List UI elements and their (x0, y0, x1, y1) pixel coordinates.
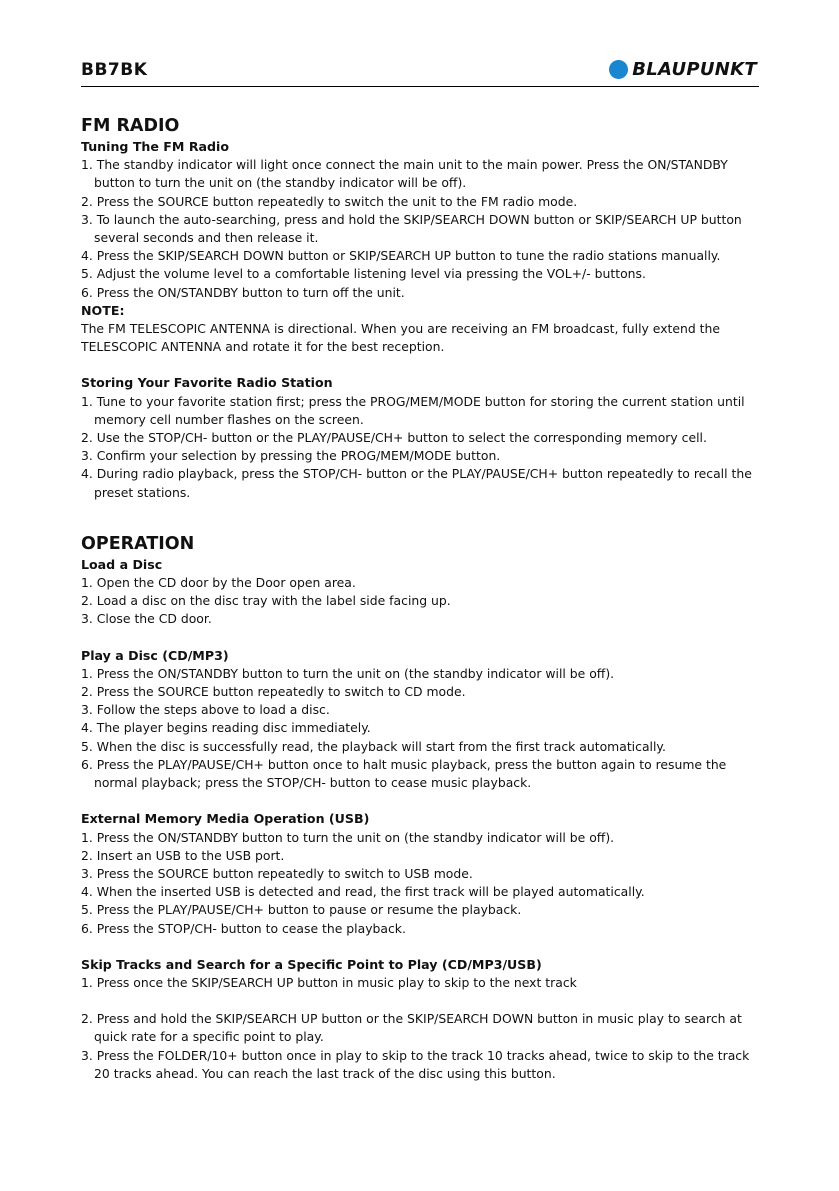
play-disc-steps (81, 665, 765, 792)
list-item: 4. When the inserted USB is detected and read, the first track will be played automatically. (81, 884, 645, 900)
list-item: 2. Use the STOP/CH- button or the PLAY/PAUSE/CH+ button to select the corresponding memory cell. (81, 430, 707, 446)
list-item: 3. Close the CD door. (81, 611, 212, 627)
subheading-storing: Storing Your Favorite Radio Station (81, 375, 333, 391)
note-label: NOTE: (81, 302, 125, 318)
list-item: 1. Press the ON/STANDBY button to turn the unit on (the standby indicator will be off). (81, 665, 615, 681)
section-title-fm-radio: FM RADIO (81, 116, 180, 136)
list-item: 3. Press the FOLDER/10+ button once in play to skip to the track 10 tracks ahead, twice to skip to the track 20 tracks ahead. You can reach the last track of the disc using this button. (81, 1047, 750, 1081)
list-item: 2. Press the SOURCE button repeatedly to switch to CD mode. (81, 684, 466, 700)
subheading-usb: External Memory Media Operation (USB) (81, 811, 370, 827)
list-item: 1. Open the CD door by the Door open area. (81, 575, 356, 591)
model-number: BB7BK (81, 60, 148, 80)
manual-content (81, 114, 765, 1083)
list-item: 1. Press the ON/STANDBY button to turn the unit on (the standby indicator will be off). (81, 829, 615, 845)
skip-steps-continued (81, 1010, 765, 1083)
load-disc-steps (81, 574, 765, 629)
list-item: 1. Tune to your favorite station first; press the PROG/MEM/MODE button for storing the current station until memory cell number flashes on the screen. (81, 393, 745, 427)
list-item: 3. Follow the steps above to load a disc. (81, 702, 330, 718)
list-item: 5. When the disc is successfully read, the playback will start from the first track automatically. (81, 738, 666, 754)
list-item: 1. Press once the SKIP/SEARCH UP button in music play to skip to the next track (81, 974, 577, 990)
list-item: 2. Load a disc on the disc tray with the label side facing up. (81, 593, 451, 609)
brand-name: BLAUPUNKT (632, 59, 757, 80)
list-item: 1. The standby indicator will light once connect the main unit to the main power. Press the ON/STANDBY button to turn the unit on (the standby indicator will be off). (81, 157, 728, 191)
list-item: 6. Press the ON/STANDBY button to turn off the unit. (81, 284, 405, 300)
list-item: 4. Press the SKIP/SEARCH DOWN button or SKIP/SEARCH UP button to tune the radio stations manually. (81, 248, 721, 264)
list-item: 2. Press and hold the SKIP/SEARCH UP button or the SKIP/SEARCH DOWN button in music play to search at quick rate for a specific point to play. (81, 1011, 742, 1045)
storing-steps (81, 393, 765, 502)
list-item: 2. Insert an USB to the USB port. (81, 847, 285, 863)
subheading-play-disc: Play a Disc (CD/MP3) (81, 647, 229, 663)
list-item: 6. Press the PLAY/PAUSE/CH+ button once to halt music playback, press the button again to resume the normal playback; press the STOP/CH- button to cease music playback. (81, 756, 727, 791)
page-header (81, 58, 759, 87)
subheading-skip-tracks: Skip Tracks and Search for a Specific Point to Play (CD/MP3/USB) (81, 956, 542, 972)
subheading-load-disc: Load a Disc (81, 556, 163, 572)
brand-logo (609, 59, 757, 80)
list-item: 2. Press the SOURCE button repeatedly to switch the unit to the FM radio mode. (81, 193, 578, 209)
list-item: 6. Press the STOP/CH- button to cease the playback. (81, 920, 406, 936)
fm-radio-section (81, 114, 765, 502)
list-item: 3. To launch the auto-searching, press and hold the SKIP/SEARCH DOWN button or SKIP/SEARCH UP button several seconds and then release it. (81, 211, 742, 246)
usb-steps (81, 829, 765, 938)
list-item: 4. The player begins reading disc immediately. (81, 720, 371, 736)
list-item: 3. Press the SOURCE button repeatedly to switch to USB mode. (81, 865, 473, 881)
list-item: 5. Press the PLAY/PAUSE/CH+ button to pause or resume the playback. (81, 902, 522, 918)
subheading-tuning: Tuning The FM Radio (81, 139, 230, 154)
skip-steps (81, 974, 765, 992)
list-item: 3. Confirm your selection by pressing the PROG/MEM/MODE button. (81, 448, 501, 464)
note-text: The FM TELESCOPIC ANTENNA is directional. When you are receiving an FM broadcast, fully extend the TELESCOPIC ANTENNA and rotate it for the best reception. (81, 321, 720, 355)
brand-dot-icon (609, 60, 628, 79)
list-item: 5. Adjust the volume level to a comfortable listening level via pressing the VOL+/- buttons. (81, 266, 646, 282)
tuning-steps (81, 156, 765, 302)
operation-section (81, 532, 765, 1083)
list-item: 4. During radio playback, press the STOP/CH- button or the PLAY/PAUSE/CH+ button repeatedly to recall the preset stations. (81, 466, 752, 500)
section-title-operation: OPERATION (81, 533, 195, 554)
